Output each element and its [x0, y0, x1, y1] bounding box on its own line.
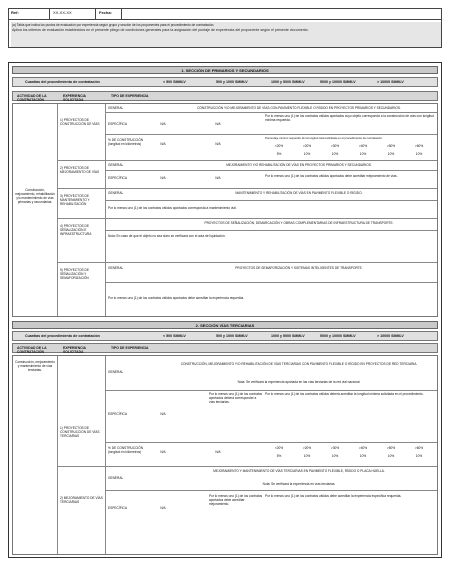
s2-exp-1-spec-left: Por lo menos uno (1) de los contratos aportados deberá corresponder a vías terciarias.	[209, 392, 263, 404]
s2-pct-value-6: 10%	[415, 454, 423, 458]
header-note-main: Aplica los criterios de evaluación establecidos en el presente pliego de condiciones generales para la asignación del puntaje de experiencia del proponente según el presente documento.	[12, 27, 309, 32]
range-2-s2: 500 y 1000 SMMLV	[216, 334, 248, 338]
exp-1-na-2: N/A	[215, 122, 221, 126]
date-label: Fecha:	[99, 10, 112, 15]
percent-note: Porcentaje mínimo requerido de la longitud total solicitada en el procedimiento de contratación.	[265, 136, 383, 140]
exp-5-general-type: GENERAL	[108, 266, 124, 270]
s2-exp-1-general-text: CONSTRUCCIÓN, MEJORAMIENTO Y/O REHABILITACIÓN DE VÍAS TERCIARIAS CON PAVIMENTO FLEXIBLE O RÍGIDO EN PROYECTOS DE RED TERCIARIA.	[180, 362, 418, 366]
grid-line	[105, 104, 106, 316]
col-experience: EXPERIENCIA SOLICITADA	[63, 94, 86, 102]
range-4: 5000 y 10000 SMMLV	[320, 80, 356, 84]
exp-1-general-type: GENERAL	[108, 106, 124, 110]
length-label-2: % DE CONSTRUCCIÓN (longitud en kilómetros)	[108, 446, 144, 454]
ref-label: Ref:	[11, 10, 19, 15]
col-activity-2: ACTIVIDAD DE LA CONTRATACIÓN	[17, 346, 47, 354]
divider	[121, 9, 122, 20]
grid-line	[105, 112, 437, 113]
exp-1-general-text: CONSTRUCCIÓN Y/O MEJORAMIENTO DE VÍAS CON PAVIMENTO FLEXIBLE O RÍGIDO EN PROYECTOS PRIMARIOS Y SECUNDARIOS.	[197, 106, 401, 110]
exp-1-label: 1) PROYECTOS DE CONSTRUCCIÓN DE VÍAS	[60, 118, 100, 126]
s2-exp-2-general-type: GENERAL	[108, 476, 124, 480]
grid-line	[57, 262, 437, 263]
exp-4-label: 4) PROYECTOS DE SEÑALIZACIÓN E INFRAESTRUCTURA	[60, 224, 92, 236]
s2-na-2: N/A	[215, 450, 221, 454]
length-label-1: % DE CONSTRUCCIÓN (longitud en kilómetros)	[108, 138, 144, 146]
pct-value-3: 10%	[331, 152, 339, 156]
exp-2-specific-type: ESPECÍFICA	[108, 176, 127, 180]
pct-header-3: >30%	[330, 144, 340, 148]
grid-line	[57, 218, 437, 219]
header-top-row	[9, 9, 441, 20]
s2-pct-header-1: <20%	[274, 446, 284, 450]
range-5: > 10000 SMMLV	[377, 80, 404, 84]
header-note	[11, 22, 441, 47]
exp-2-specific-text: Por lo menos uno (1) de los contratos válidos aportados debe acreditar mejoramiento de vías.	[265, 174, 398, 178]
range-1-s2: < 500 SMMLV	[163, 334, 186, 338]
section-1-body	[12, 103, 438, 317]
s2-exp-1-spec-right: Por lo menos uno (1) de los contratos válidos deberá acreditar la longitud mínima solicitada en el procedimiento.	[265, 392, 424, 396]
cuantia-label-2: Cuantías del procedimiento de contratación	[25, 334, 100, 338]
col-type: TIPO DE EXPERIENCIA	[111, 94, 149, 98]
s2-exp-2-general-text: MEJORAMIENTO Y MANTENIMIENTO DE VÍAS TERCIARIAS EN PAVIMENTO FLEXIBLE, RÍGIDO O PLACA HUELLA.	[213, 469, 385, 473]
s2-pct-header-4: >40%	[358, 446, 368, 450]
pct-value-5: 10%	[387, 152, 395, 156]
exp-2-na-2: N/A	[215, 176, 221, 180]
exp-3-general-text: MANTENIMIENTO Y REHABILITACIÓN DE VÍAS EN PAVIMENTO FLEXIBLE O RÍGIDO.	[235, 191, 363, 195]
grid-line	[57, 466, 437, 467]
pct-header-6: >60%	[414, 144, 424, 148]
exp-3-specific-text: Por lo menos uno (1) de los contratos válidos aportados corresponda a mantenimiento vial.	[108, 206, 237, 210]
section-2-col-header	[12, 343, 438, 353]
experience-table	[8, 62, 442, 558]
document-header	[8, 8, 442, 48]
divider	[95, 9, 96, 20]
exp-5-specific-text: Por lo menos uno (1) de los contratos válidos aportados debe acreditar la experiencia requerida.	[108, 296, 245, 300]
s2-exp-2-note: Nota: Se verificará la experiencia en vías terciarias.	[262, 482, 336, 486]
grid-line	[105, 490, 437, 491]
pct-value-4: 10%	[359, 152, 367, 156]
col-type-2: TIPO DE EXPERIENCIA	[111, 346, 149, 350]
grid-line	[105, 230, 437, 231]
grid-line	[57, 104, 58, 316]
exp-1-na-4: N/A	[215, 142, 221, 146]
s2-pct-header-5: >50%	[386, 446, 396, 450]
exp-1-specific-text: Por lo menos uno (1) de los contratos válidos aportados cuyo objeto corresponda a la construcción de vías con longitud mínima requerida.	[265, 114, 434, 122]
grid-line	[105, 390, 437, 391]
s2-exp-1-label: 1) PROYECTOS DE CONSTRUCCIÓN DE VÍAS TERCIARIAS	[60, 426, 100, 438]
exp-2-general-text: MEJORAMIENTO Y/O REHABILITACIÓN DE VÍAS EN PROYECTOS PRIMARIOS Y SECUNDARIOS.	[226, 163, 372, 167]
s2-exp-1-na: N/A	[160, 412, 166, 416]
section-1-activity: Construcción, mejoramiento, rehabilitación y/o mantenimiento de vías primarias y secundarias.	[15, 188, 55, 204]
pct-header-1: <20%	[274, 144, 284, 148]
s2-exp-2-spec-left: Por lo menos uno (1) de los contratos aportados debe acreditar mejoramiento.	[209, 494, 263, 506]
section-2-title: 2. SECCIÓN VÍAS TERCIARIAS	[12, 321, 438, 329]
s2-exp-1-note: Nota: Se verificará la experiencia aportada en las vías terciarias de la red vial nacional.	[237, 380, 361, 384]
s2-pct-value-1: 5%	[276, 454, 282, 458]
pct-header-2: >20%	[302, 144, 312, 148]
range-2: 500 y 1000 SMMLV	[216, 80, 248, 84]
s2-exp-2-label: 2) MEJORAMIENTO DE VÍAS TERCIARIAS	[60, 496, 103, 504]
range-3-s2: 1000 y 5000 SMMLV	[271, 334, 305, 338]
divider	[49, 9, 50, 20]
s2-pct-value-2: 10%	[303, 454, 311, 458]
s2-pct-header-3: >30%	[330, 446, 340, 450]
section-2-ranges-header	[12, 331, 438, 341]
header-note-small: (a) Tabla que indica los puntos de evaluación por experiencia según grupo y sección de los proponentes para el procedimiento de contratación.	[12, 23, 215, 27]
pct-value-2: 10%	[303, 152, 311, 156]
exp-4-specific-text: Nota: En caso de que el objeto no sea claro se verificará con el acta de liquidación.	[108, 234, 226, 238]
col-experience-2: EXPERIENCIA SOLICITADA	[63, 346, 86, 354]
grid-line	[57, 356, 58, 554]
grid-line	[105, 282, 437, 283]
pct-header-5: >50%	[386, 144, 396, 148]
grid-line	[105, 170, 437, 171]
section-1-col-header	[12, 91, 438, 101]
cuantia-label: Cuantías del procedimiento de contratación	[25, 80, 100, 84]
col-activity: ACTIVIDAD DE LA CONTRATACIÓN	[17, 94, 47, 102]
range-5-s2: > 10000 SMMLV	[377, 334, 404, 338]
s2-pct-header-2: >20%	[302, 446, 312, 450]
s2-exp-1-specific-type: ESPECÍFICA	[108, 412, 127, 416]
s2-pct-value-4: 10%	[359, 454, 367, 458]
exp-3-label: 3) PROYECTOS DE MANTENIMIENTO Y REHABILITACIÓN	[60, 194, 90, 206]
s2-exp-2-na: N/A	[160, 506, 166, 510]
section-2-body	[12, 355, 438, 555]
s2-pct-header-6: >60%	[414, 446, 424, 450]
exp-1-na-3: N/A	[160, 142, 166, 146]
s2-exp-2-spec-right: Por lo menos uno (1) de los contratos válidos debe acreditar la experiencia específica requerida.	[265, 494, 402, 498]
grid-line	[105, 442, 437, 443]
exp-2-na-1: N/A	[160, 176, 166, 180]
exp-2-general-type: GENERAL	[108, 163, 124, 167]
s2-pct-value-5: 10%	[387, 454, 395, 458]
exp-1-specific-type: ESPECÍFICA	[108, 122, 127, 126]
s2-na-1: N/A	[160, 450, 166, 454]
exp-1-na-1: N/A	[160, 122, 166, 126]
exp-3-general-type: GENERAL	[108, 191, 124, 195]
exp-4-general-text: PROYECTOS DE SEÑALIZACIÓN, DEMARCACIÓN Y OBRAS COMPLEMENTARIAS DE INFRAESTRUCTURA DE TRANSPORTE.	[204, 221, 394, 225]
grid-line	[105, 200, 437, 201]
exp-5-label: 5) PROYECTOS DE SEÑALIZACIÓN Y SEMAFORIZACIÓN	[60, 268, 89, 280]
range-1: < 500 SMMLV	[163, 80, 186, 84]
ref-value: XX-XX-XX	[53, 10, 72, 15]
grid-line	[57, 160, 437, 161]
grid-line	[57, 188, 437, 189]
grid-line	[105, 134, 437, 135]
exp-2-label: 2) PROYECTOS DE MEJORAMIENTO DE VÍAS	[60, 166, 100, 174]
grid-line	[105, 356, 106, 554]
range-3: 1000 y 5000 SMMLV	[271, 80, 305, 84]
range-4-s2: 5000 y 10000 SMMLV	[320, 334, 356, 338]
section-2-activity: Construcción, mejoramiento y mantenimiento de vías terciarias.	[15, 360, 55, 372]
pct-header-4: >40%	[358, 144, 368, 148]
s2-exp-1-general-type: GENERAL	[108, 370, 124, 374]
pct-value-6: 10%	[415, 152, 423, 156]
exp-5-general-text: PROYECTOS DE SEMAFORIZACIÓN Y SISTEMAS INTELIGENTES DE TRANSPORTE.	[235, 266, 363, 270]
s2-exp-2-specific-type: ESPECÍFICA	[108, 506, 127, 510]
s2-pct-value-3: 10%	[331, 454, 339, 458]
section-1-ranges-header	[12, 77, 438, 87]
pct-value-1: 5%	[276, 152, 282, 156]
section-1-title: 1. SECCIÓN DE PRIMARIOS Y SECUNDARIOS	[12, 66, 438, 74]
